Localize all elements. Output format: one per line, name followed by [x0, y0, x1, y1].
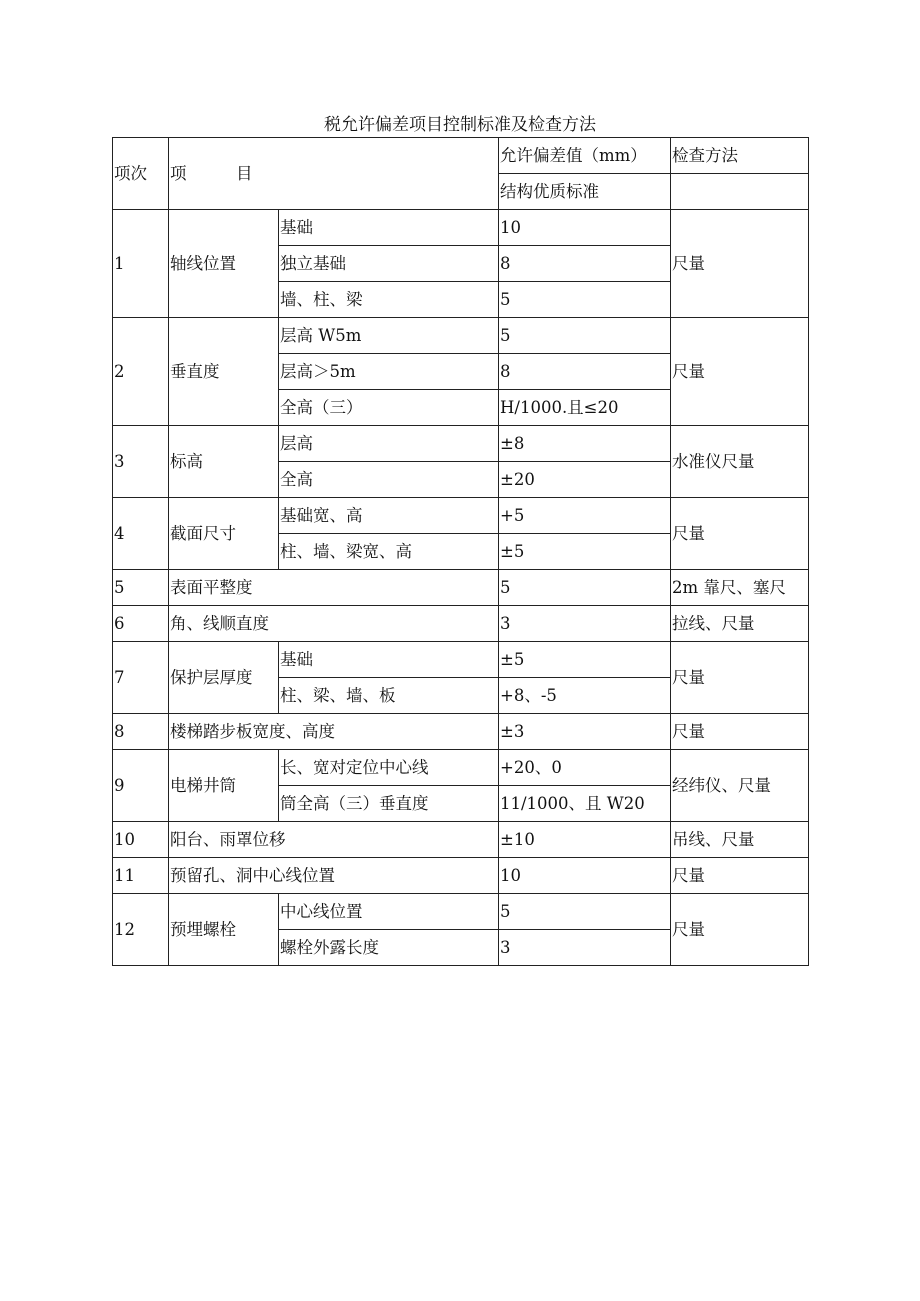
row-subitem: 柱、墙、梁宽、高: [279, 534, 499, 570]
row-value: 5: [499, 282, 671, 318]
row-subitem: 全高（三）: [279, 390, 499, 426]
table-row: [113, 606, 809, 642]
row-method: 拉线、尺量: [671, 606, 809, 642]
row-index: 8: [113, 714, 169, 750]
row-item: 阳台、雨罩位移: [169, 822, 499, 858]
row-subitem: 层高: [279, 426, 499, 462]
row-index: 11: [113, 858, 169, 894]
header-row: [113, 138, 809, 174]
row-value: +20、0: [499, 750, 671, 786]
table-body: [113, 138, 809, 966]
header-method: 检查方法: [671, 138, 809, 174]
row-subitem: 基础: [279, 642, 499, 678]
row-method: 水准仪尺量: [671, 426, 809, 498]
row-index: 6: [113, 606, 169, 642]
row-subitem: 柱、梁、墙、板: [279, 678, 499, 714]
row-index: 2: [113, 318, 169, 426]
row-item: 楼梯踏步板宽度、高度: [169, 714, 499, 750]
row-method: 尺量: [671, 318, 809, 426]
row-item: 角、线顺直度: [169, 606, 499, 642]
table-row: [113, 894, 809, 930]
row-value: 8: [499, 354, 671, 390]
table-row: [113, 570, 809, 606]
row-value: 5: [499, 570, 671, 606]
table-row: [113, 498, 809, 534]
table-row: [113, 750, 809, 786]
row-subitem: 中心线位置: [279, 894, 499, 930]
row-item: 保护层厚度: [169, 642, 279, 714]
table-row: [113, 318, 809, 354]
row-subitem: 独立基础: [279, 246, 499, 282]
row-index: 7: [113, 642, 169, 714]
row-index: 10: [113, 822, 169, 858]
row-subitem: 墙、柱、梁: [279, 282, 499, 318]
row-index: 3: [113, 426, 169, 498]
table-row: [113, 822, 809, 858]
row-value: 11/1000、且 W20: [499, 786, 671, 822]
table-row: [113, 210, 809, 246]
row-subitem: 基础宽、高: [279, 498, 499, 534]
row-value: +5: [499, 498, 671, 534]
row-value: ±5: [499, 642, 671, 678]
row-item: 表面平整度: [169, 570, 499, 606]
row-value: 10: [499, 858, 671, 894]
row-index: 9: [113, 750, 169, 822]
row-subitem: 层高 W5m: [279, 318, 499, 354]
row-value: 10: [499, 210, 671, 246]
header-index: 项次: [113, 138, 169, 210]
row-value: 8: [499, 246, 671, 282]
row-value: 3: [499, 606, 671, 642]
row-index: 1: [113, 210, 169, 318]
document-title: 税允许偏差项目控制标准及检查方法: [324, 115, 596, 135]
row-item: 预埋螺栓: [169, 894, 279, 966]
row-method: 2m 靠尺、塞尺: [671, 570, 809, 606]
row-value: ±10: [499, 822, 671, 858]
row-value: ±8: [499, 426, 671, 462]
row-index: 12: [113, 894, 169, 966]
header-tolerance: 允许偏差值（mm）: [499, 138, 671, 174]
row-method: 尺量: [671, 858, 809, 894]
row-value: 5: [499, 318, 671, 354]
row-value: 5: [499, 894, 671, 930]
row-subitem: 基础: [279, 210, 499, 246]
header-tolerance-sub: 结构优质标准: [499, 174, 671, 210]
row-subitem: 全高: [279, 462, 499, 498]
table-row: [113, 426, 809, 462]
row-index: 5: [113, 570, 169, 606]
row-method: 尺量: [671, 714, 809, 750]
row-subitem: 层高＞5m: [279, 354, 499, 390]
row-value: H/1000.且≤20: [499, 390, 671, 426]
row-value: ±5: [499, 534, 671, 570]
row-subitem: 长、宽对定位中心线: [279, 750, 499, 786]
row-method: 尺量: [671, 498, 809, 570]
row-value: ±20: [499, 462, 671, 498]
row-value: ±3: [499, 714, 671, 750]
row-value: +8、-5: [499, 678, 671, 714]
row-method: 尺量: [671, 894, 809, 966]
row-index: 4: [113, 498, 169, 570]
row-value: 3: [499, 930, 671, 966]
row-subitem: 螺栓外露长度: [279, 930, 499, 966]
row-item: 标高: [169, 426, 279, 498]
row-method: 尺量: [671, 210, 809, 318]
tolerance-table: [112, 137, 809, 966]
row-item: 电梯井筒: [169, 750, 279, 822]
row-method: 尺量: [671, 642, 809, 714]
table-row: [113, 858, 809, 894]
row-item: 轴线位置: [169, 210, 279, 318]
row-subitem: 筒全高（三）垂直度: [279, 786, 499, 822]
row-item: 截面尺寸: [169, 498, 279, 570]
row-method: 吊线、尺量: [671, 822, 809, 858]
row-item: 垂直度: [169, 318, 279, 426]
row-item: 预留孔、洞中心线位置: [169, 858, 499, 894]
table-row: [113, 714, 809, 750]
row-method: 经纬仪、尺量: [671, 750, 809, 822]
table-row: [113, 642, 809, 678]
header-item: 项 目: [169, 138, 499, 210]
header-method-blank: [671, 174, 809, 210]
